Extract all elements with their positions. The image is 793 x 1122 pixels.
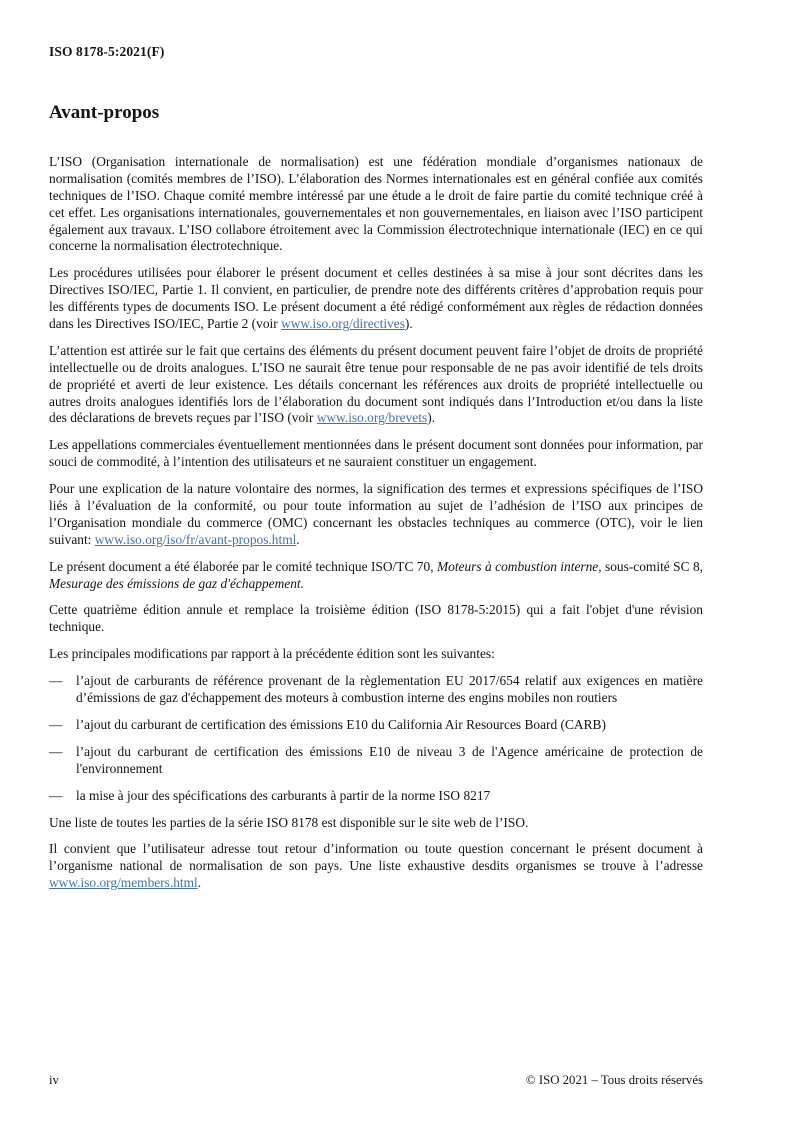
list-item-text — [76, 788, 703, 805]
hyperlink[interactable]: www.iso.org/members.html — [49, 875, 198, 891]
text-run: ). — [404, 316, 413, 332]
text-run: L’attention est attirée sur le fait que certains des éléments du présent document peuvent faire l’objet de droits de propriété intellectuelle ou de droits analogues. L’ISO ne saurait être tenue pour responsable de ne pas avoir identifié de tels droits de propriété et averti de leur existence. Les détails concernant les références aux droits de propriété intellectuelle ou autres droits analogues identifiés lors de l’élaboration du document sont indiqués dans l’Introduction et/ou dans la liste des déclarations de brevets reçues par l’ISO (voir — [49, 342, 703, 426]
hyperlink[interactable]: www.iso.org/directives — [281, 316, 405, 332]
para-iso-federation — [49, 154, 703, 255]
page-number: iv — [49, 1073, 59, 1087]
text-run: , sous-comité SC 8, — [598, 558, 703, 574]
para-modifications-intro — [49, 646, 703, 663]
list-item-text — [76, 717, 703, 734]
italic-text: Moteurs à combustion interne — [436, 558, 599, 574]
list-dash: — — [49, 673, 63, 689]
document-reference: ISO 8178-5:2021(F) — [49, 44, 165, 59]
text-run: Les principales modifications par rapport à la précédente édition sont les suivantes: — [49, 646, 495, 662]
text-run: . — [296, 531, 300, 547]
para-intellectual-property — [49, 343, 703, 427]
list-item — [49, 744, 703, 778]
list-item — [49, 673, 703, 707]
para-committee — [49, 559, 703, 593]
italic-text: Mesurage des émissions de gaz d'échappement. — [49, 575, 305, 591]
list-dash: — — [49, 787, 63, 803]
document-body — [49, 154, 703, 892]
text-run: Il convient que l’utilisateur adresse tout retour d’information ou toute question concernant le présent document à l’organisme national de normalisation de son pays. Une liste exhaustive desdits organismes se trouve à l’adresse — [49, 841, 703, 874]
para-trade-names — [49, 437, 703, 471]
text-run: Une liste de toutes les parties de la série ISO 8178 est disponible sur le site web de l’ISO. — [49, 814, 529, 830]
para-voluntary-nature — [49, 481, 703, 549]
copyright-notice: © ISO 2021 – Tous droits réservés — [525, 1073, 703, 1087]
text-run: l’ajout du carburant de certification des émissions E10 du California Air Resources Board (CARB) — [76, 716, 606, 732]
text-run: Les appellations commerciales éventuellement mentionnées dans le présent document sont données pour information, par souci de commodité, à l’intention des utilisateurs et ne sauraient constituer un engagement. — [49, 437, 703, 470]
text-run: Pour une explication de la nature volontaire des normes, la signification des termes et expressions spécifiques de l’ISO liés à l’évaluation de la conformité, ou pour toute information au sujet de l’adhésion de l’ISO aux principes de l’Organisation mondiale du commerce (OMC) concernant les obstacles techniques au commerce (OTC), voir le lien suivant: — [49, 481, 703, 547]
list-item-text — [76, 673, 703, 707]
text-run: l’ajout du carburant de certification des émissions E10 de niveau 3 de l'Agence américaine de protection de l'environnement — [76, 743, 703, 776]
text-run: ). — [427, 410, 435, 426]
para-series — [49, 815, 703, 832]
para-procedures — [49, 265, 703, 333]
hyperlink[interactable]: www.iso.org/iso/fr/avant-propos.html — [94, 531, 297, 547]
list-dash: — — [49, 716, 63, 732]
list-item — [49, 717, 703, 734]
para-feedback — [49, 841, 703, 892]
para-edition — [49, 602, 703, 636]
text-run: . — [197, 875, 202, 891]
hyperlink[interactable]: www.iso.org/brevets — [316, 410, 428, 426]
list-item — [49, 788, 703, 805]
list-item-text — [76, 744, 703, 778]
page-footer — [49, 1073, 703, 1088]
text-run: Le présent document a été élaborée par le comité technique ISO/TC 70, — [49, 558, 437, 574]
text-run: la mise à jour des spécifications des carburants à partir de la norme ISO 8217 — [76, 787, 491, 803]
text-run: Les procédures utilisées pour élaborer le présent document et celles destinées à sa mise à jour sont décrites dans les Directives ISO/IEC, Partie 1. Il convient, en particulier, de prendre note des différents critères d’approbation requis pour les différents types de documents ISO. Le présent document a été rédigé conformément aux règles de rédaction données dans les Directives ISO/IEC, Partie 2 (voir — [49, 265, 703, 332]
page-title: Avant-propos — [49, 102, 160, 123]
document-content — [49, 0, 703, 902]
list-dash: — — [49, 743, 63, 759]
text-run: L’ISO (Organisation internationale de normalisation) est une fédération mondiale d’organismes nationaux de normalisation (comités membres de l’ISO). L’élaboration des Normes internationales est en général confiée aux comités techniques de l’ISO. Chaque comité membre intéressé par une étude a le droit de faire partie du comité technique créé à cet effet. Les organisations internationales, gouvernementales et non gouvernementales, en liaison avec l’ISO participent également aux travaux. L’ISO collabore étroitement avec la Commission électrotechnique internationale (IEC) en ce qui concerne la normalisation électrotechnique. — [49, 154, 703, 254]
text-run: Cette quatrième édition annule et remplace la troisième édition (ISO 8178-5:2015) qui a fait l'objet d'une révision technique. — [49, 602, 703, 635]
text-run: l’ajout de carburants de référence provenant de la règlementation EU 2017/654 relatif aux exigences en matière d’émissions de gaz d'échappement des moteurs à combustion interne des engins mobiles non routiers — [76, 673, 703, 706]
